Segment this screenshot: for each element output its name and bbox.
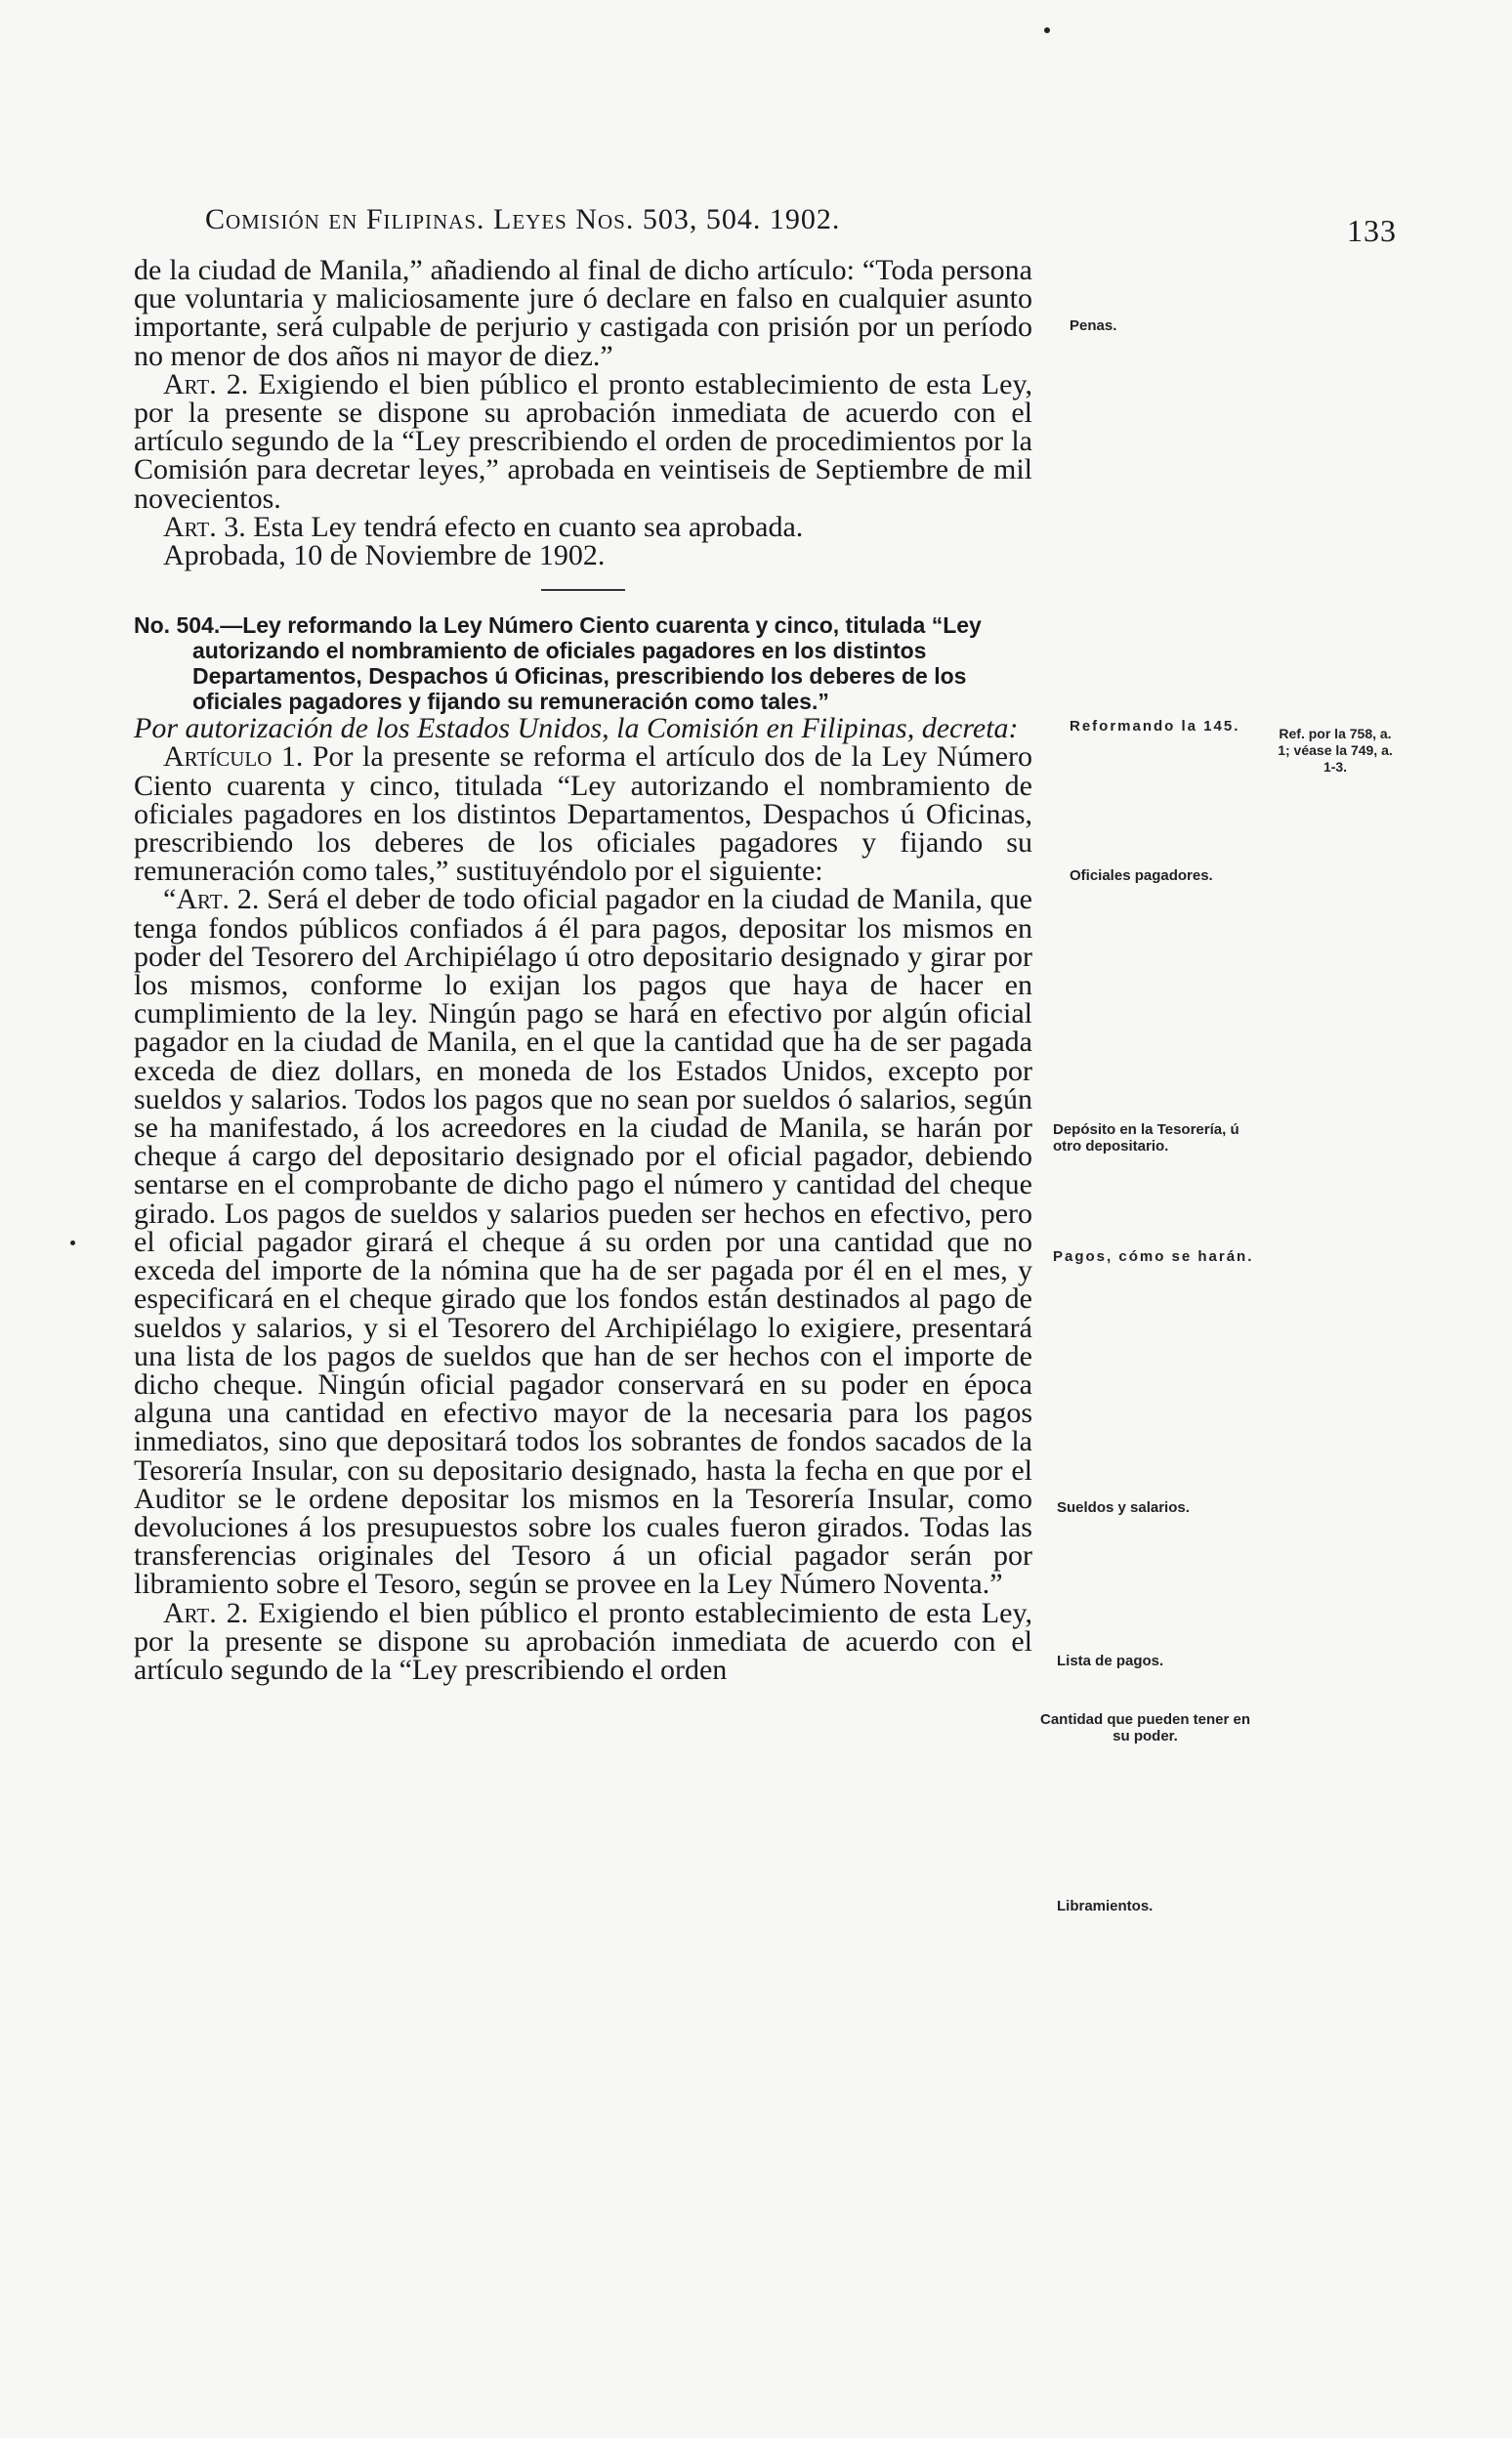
paragraph-continued: de la ciudad de Manila,” añadiendo al final de dicho artículo: “Toda persona que voluntaria y maliciosamente jure ó declare en falso en cualquier asunto importante, será culpable de perjurio y castigada con prisión por un período no menor de dos años ni mayor de diez.” — [134, 254, 1032, 372]
main-text — [134, 256, 1032, 1684]
margin-note-lista: Lista de pagos. — [1057, 1653, 1164, 1669]
approval-date: Aprobada, 10 de Noviembre de 1902. — [163, 539, 606, 572]
article-label: Art. 2. — [163, 367, 249, 400]
paragraph-art-2-final — [134, 1596, 1032, 1686]
margin-note-libramientos: Libramientos. — [1057, 1898, 1154, 1914]
article-label: “Art. 2. — [163, 883, 260, 916]
article-text: Será el deber de todo oficial pagador en la ciudad de Manila, que tenga fondos públicos confiados á él para pagos, depositar los mismos en poder del Tesorero del Archipiélago ú otro depositario designado y girar por los mismos, conforme lo exijan los pagos que haya de hacer en cumplimiento de la ley. Ningún pago se hará en efectivo por algún oficial pagador en la ciudad de Manila, en el que la cantidad que ha de ser pagada exceda de diez dollars, en moneda de los Estados Unidos, excepto por sueldos y salarios. Todos los pagos que no sean por sueldos ó salarios, según se ha manifestado, á los acreedores en la ciudad de Manila, se harán por cheque á cargo del depositario designado por el oficial pagador, debiendo sentarse en el comprobante de dicho pago el número y cantidad del cheque girado. Los pagos de sueldos y salarios pueden ser hechos en efectivo, pero el oficial pagador girará el cheque á su orden por una cantidad que no exceda del importe de la nómina que ha de ser pagada por él en el mes, y especificará en el cheque girado que los fondos están destinados al pago de sueldos y salarios, y si el Tesorero del Archipiélago lo exigiere, presentará una lista de los pagos de sueldos que han de ser hechos con el importe de dicho cheque. Ningún oficial pagador conservará en su poder en época alguna una cantidad en efectivo mayor de la necesaria para los pagos inmediatos, sino que depositará todos los sobrantes de fondos sacados de la Tesorería Insular, con su depositario designado, hasta la fecha en que por el Auditor se le ordene depositar los mismos en la Tesorería Insular, como devoluciones á los presupuestos sobre los cuales fueron girados. Todas las transferencias originales del Tesoro á un oficial pagador serán por libramiento sobre el Tesoro, según se provee en la Ley Número Noventa.” — [134, 883, 1032, 1601]
margin-note-reformando: Reformando la 145. — [1070, 718, 1240, 735]
law-title: No. 504.—Ley reformando la Ley Número Ciento cuarenta y cinco, titulada “Ley autorizando el nombramiento de oficiales pagadores en los distintos Departamentos, Despachos ú Oficinas, prescribiendo los deberes de los oficiales pagadores y fijando su remuneración como tales.” — [134, 612, 982, 715]
margin-note-ref: Ref. por la 758, a. 1; véase la 749, a. 1-3. — [1278, 726, 1393, 775]
section-divider — [541, 589, 625, 591]
article-text: Exigiendo el bien público el pronto establecimiento de esta Ley, por la presente se dispone su aprobación inmediata de acuerdo con el artículo segundo de la “Ley prescribiendo el orden de procedimientos por la Comisión para decretar leyes,” aprobada en veintiseis de Septiembre de mil novecientos. — [134, 367, 1032, 515]
paragraph-articulo-1 — [134, 740, 1033, 888]
running-head: Comisión en Filipinas. Leyes Nos. 503, 504. 1902. — [205, 203, 841, 235]
enacting-clause: Por autorización de los Estados Unidos, la Comisión en Filipinas, decreta: — [134, 712, 1019, 745]
paragraph-art-2 — [134, 367, 1032, 515]
margin-note-penas: Penas. — [1070, 317, 1117, 334]
paragraph-quoted-art-2 — [134, 883, 1032, 1601]
page-number: 133 — [1347, 213, 1397, 248]
article-text: Esta Ley tendrá efecto en cuanto sea aprobada. — [245, 510, 804, 543]
paragraph-art-3 — [134, 510, 1032, 543]
margin-note-oficiales: Oficiales pagadores. — [1070, 867, 1213, 884]
speck-mark — [1044, 27, 1050, 33]
article-text: Por la presente se reforma el artículo dos de la Ley Número Ciento cuarenta y cinco, titulada “Ley autorizando el nombramiento de oficiales pagadores en los distintos Departamentos, Despachos ú Oficinas, prescribiendo los deberes de los oficiales pagadores y fijando su remuneración como tales,” sustituyéndolo por el siguiente: — [134, 740, 1033, 888]
margin-note-sueldos: Sueldos y salarios. — [1057, 1499, 1190, 1516]
margin-note-pagos: Pagos, cómo se harán. — [1053, 1248, 1254, 1265]
margin-note-cantidad: Cantidad que pueden tener en su poder. — [1039, 1711, 1251, 1744]
article-text: Exigiendo el bien público el pronto establecimiento de esta Ley, por la presente se dispone su aprobación inmediata de acuerdo con el artículo segundo de la “Ley prescribiendo el orden — [134, 1596, 1032, 1686]
margin-note-deposito: Depósito en la Tesorería, ú otro depositario. — [1053, 1121, 1239, 1155]
article-label: Art. 3. — [163, 510, 246, 543]
page-header — [205, 203, 1397, 246]
speck-mark — [70, 1240, 75, 1245]
article-label: Artículo 1. — [163, 740, 304, 774]
article-label: Art. 2. — [163, 1596, 249, 1629]
